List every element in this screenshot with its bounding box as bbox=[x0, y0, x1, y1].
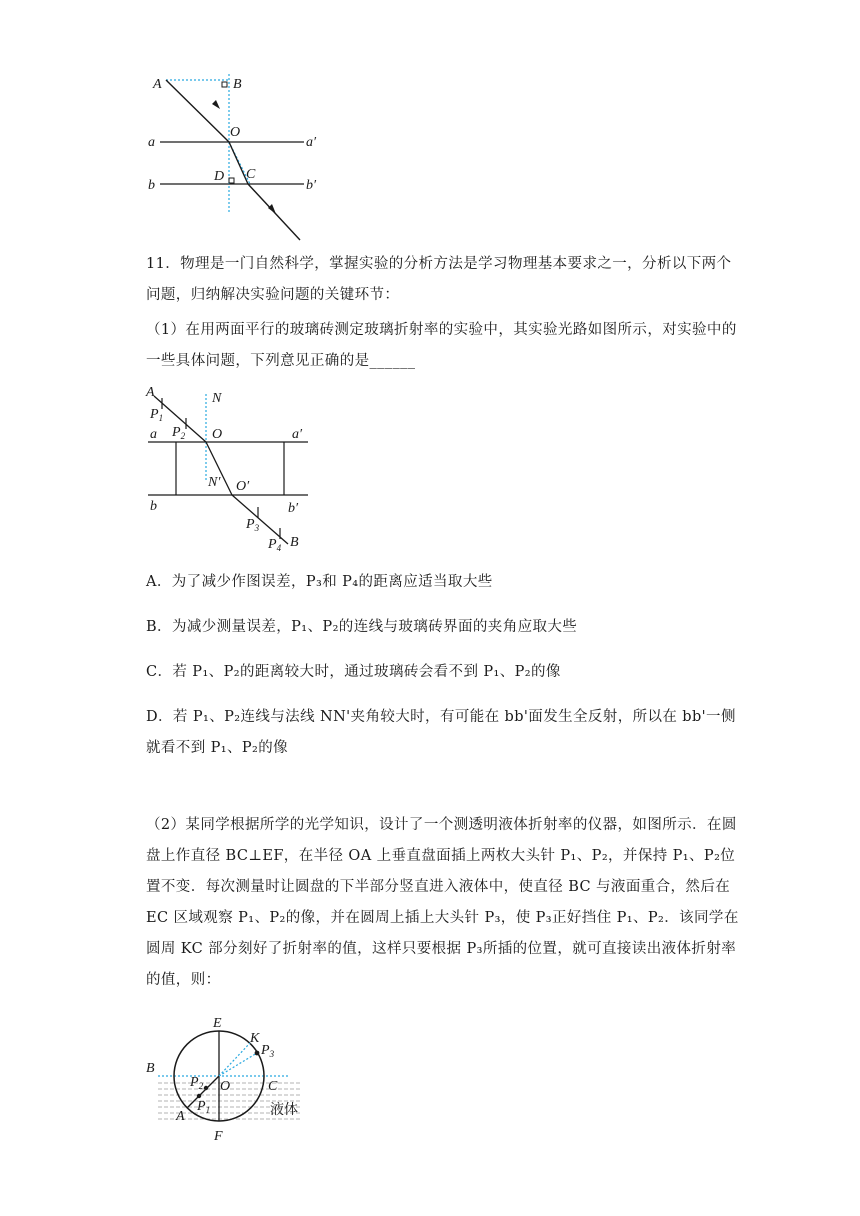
label-liquid: 液体 bbox=[270, 1102, 298, 1118]
label-a-prime: a′ bbox=[292, 427, 303, 442]
label-P3: $P_3$ bbox=[246, 517, 260, 533]
emergent-arrow bbox=[268, 204, 276, 214]
label-a: a bbox=[148, 135, 155, 150]
label-B: B bbox=[233, 77, 242, 92]
incident-arrow bbox=[212, 100, 220, 109]
label-O: O bbox=[212, 427, 223, 442]
question-11-part1-prompt: （1）在用两面平行的玻璃砖测定玻璃折射率的实验中，其实验光路如图所示，对实验中的一些具体问题，下列意见正确的是______ bbox=[146, 322, 737, 369]
pin-p2 bbox=[204, 1086, 208, 1090]
figure-ray-diagram-top bbox=[140, 66, 340, 246]
label-F: F bbox=[214, 1129, 223, 1144]
label-P1: $P_1$ bbox=[150, 407, 164, 423]
label-b: b bbox=[148, 178, 155, 193]
label-P2: $P_2$ bbox=[172, 425, 186, 441]
label-b: b bbox=[150, 499, 157, 514]
label-O-prime: O′ bbox=[236, 479, 250, 494]
right-angle-d bbox=[229, 178, 234, 183]
label-A: A bbox=[153, 77, 162, 92]
option-d: D．若 P₁、P₂连线与法线 NN'夹角较大时，有可能在 bb'面发生全反射，所以在 bb'一侧就看不到 P₁、P₂的像 bbox=[146, 709, 736, 756]
pin-p1 bbox=[197, 1094, 201, 1098]
incident-ray bbox=[166, 80, 229, 142]
line-ok bbox=[219, 1043, 250, 1076]
label-C: C bbox=[268, 1079, 278, 1094]
option-c: C．若 P₁、P₂的距离较大时，通过玻璃砖会看不到 P₁、P₂的像 bbox=[146, 664, 561, 680]
label-P4: $P_4$ bbox=[268, 537, 282, 553]
label-P3: $P_3$ bbox=[261, 1043, 275, 1059]
figure-glass-slab bbox=[140, 382, 340, 562]
label-C: C bbox=[246, 167, 256, 182]
question-11-stem: 11．物理是一门自然科学，掌握实验的分析方法是学习物理基本要求之一，分析以下两个问题，归纳解决实验问题的关键环节： bbox=[146, 256, 732, 303]
label-O: O bbox=[230, 125, 241, 140]
option-b: B．为减少测量误差，P₁、P₂的连线与玻璃砖界面的夹角应取大些 bbox=[146, 619, 578, 635]
label-b-prime: b′ bbox=[306, 178, 317, 193]
label-P2: $P_2$ bbox=[190, 1075, 204, 1091]
label-A: A bbox=[146, 385, 155, 400]
option-a: A．为了减少作图误差，P₃和 P₄的距离应适当取大些 bbox=[146, 574, 493, 590]
label-K: K bbox=[250, 1031, 260, 1046]
label-B: B bbox=[290, 535, 299, 550]
label-A: A bbox=[176, 1109, 185, 1124]
right-angle-b bbox=[222, 82, 227, 87]
pin-p3 bbox=[255, 1051, 260, 1056]
label-a-prime: a′ bbox=[306, 135, 317, 150]
figure1-svg bbox=[140, 66, 340, 246]
label-D: D bbox=[214, 169, 225, 184]
line-op3 bbox=[219, 1053, 257, 1076]
label-O: O bbox=[220, 1079, 231, 1094]
label-B: B bbox=[146, 1061, 155, 1076]
label-E: E bbox=[213, 1016, 222, 1031]
label-b-prime: b′ bbox=[288, 501, 299, 516]
label-N-prime: N′ bbox=[208, 475, 221, 490]
label-P1: $P_1$ bbox=[197, 1099, 211, 1115]
figure-disk-refractometer bbox=[140, 1012, 310, 1147]
label-N: N bbox=[212, 391, 222, 406]
question-11-part2-prompt: （2）某同学根据所学的光学知识，设计了一个测透明液体折射率的仪器，如图所示．在圆盘上作直径 BC⊥EF，在半径 OA 上垂直盘面插上两枚大头针 P₁、P₂，并保持 P₁、P₂位置不变．每次测量时让圆盘的下半部分竖直进入液体中，使直径 BC 与液面重合，然后在 EC 区域观察 P₁、P₂的像，并在圆周上插上大头针 P₃，使 P₃正好挡住 P₁、P₂．该同学在圆周 KC 部分刻好了折射率的值，这样只要根据 P₃所插的位置，就可直接读出液体折射率的值，则： bbox=[146, 817, 739, 988]
figure3-svg bbox=[140, 1012, 310, 1147]
label-a: a bbox=[150, 427, 157, 442]
figure2-svg bbox=[140, 382, 340, 562]
